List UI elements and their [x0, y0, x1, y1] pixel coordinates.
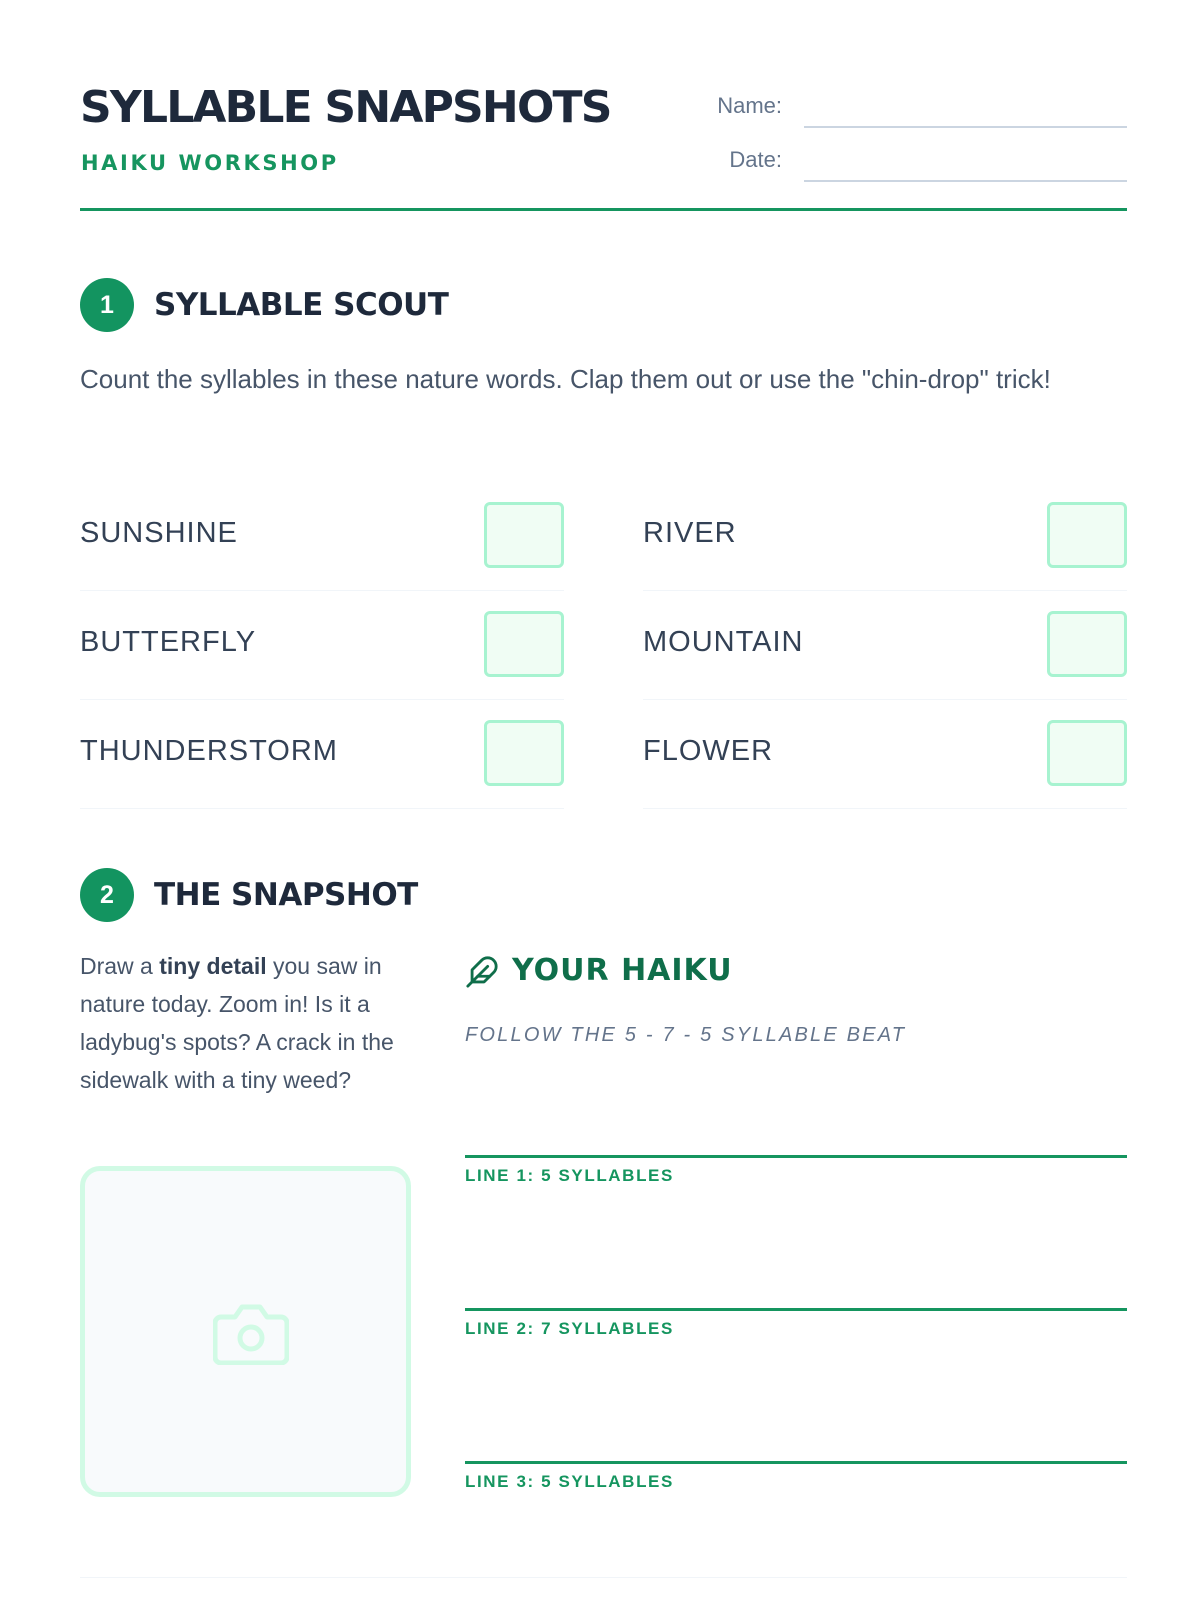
camera-icon — [213, 1299, 289, 1365]
snapshot-desc-prefix: Draw a — [80, 953, 160, 979]
word-label: BUTTERFLY — [80, 626, 257, 658]
haiku-instructions: FOLLOW THE 5 - 7 - 5 SYLLABLE BEAT — [465, 1024, 907, 1046]
word-row — [80, 700, 564, 809]
feather-icon — [465, 955, 499, 989]
snapshot-desc-suffix: you saw in nature today. Zoom in! Is it a ladybug's spots? A crack in the sidewalk with a tiny weed? — [80, 953, 394, 1093]
haiku-line-1-input[interactable] — [465, 1155, 1127, 1158]
word-label: MOUNTAIN — [643, 626, 804, 658]
syllable-count-box[interactable] — [484, 720, 564, 786]
name-label: Name: — [717, 93, 782, 118]
haiku-line-2-label: LINE 2: 7 SYLLABLES — [465, 1319, 674, 1338]
word-row — [643, 482, 1127, 591]
header-divider — [80, 208, 1127, 211]
drawing-area[interactable] — [80, 1166, 411, 1497]
word-row — [80, 482, 564, 591]
syllable-count-box[interactable] — [1047, 720, 1127, 786]
section-2-title: THE SNAPSHOT — [154, 877, 418, 913]
syllable-count-box[interactable] — [1047, 611, 1127, 677]
word-label: RIVER — [643, 517, 737, 549]
section-1-instructions: Count the syllables in these nature words. Clap them out or use the "chin-drop" trick! — [80, 364, 1051, 394]
date-field[interactable] — [804, 180, 1127, 182]
syllable-count-box[interactable] — [484, 502, 564, 568]
word-row — [643, 700, 1127, 809]
haiku-line-1-label: LINE 1: 5 SYLLABLES — [465, 1166, 674, 1185]
word-label: THUNDERSTORM — [80, 735, 338, 767]
name-field[interactable] — [804, 126, 1127, 128]
section-1-title: SYLLABLE SCOUT — [154, 287, 449, 323]
haiku-title: YOUR HAIKU — [512, 953, 733, 988]
word-row — [643, 591, 1127, 700]
haiku-line-2-input[interactable] — [465, 1308, 1127, 1311]
footer-divider — [80, 1577, 1127, 1578]
page-subtitle: HAIKU WORKSHOP — [81, 151, 339, 175]
syllable-count-box[interactable] — [484, 611, 564, 677]
section-2-badge: 2 — [80, 868, 134, 922]
haiku-line-3-label: LINE 3: 5 SYLLABLES — [465, 1472, 674, 1491]
section-1-badge: 1 — [80, 278, 134, 332]
word-label: FLOWER — [643, 735, 774, 767]
word-row — [80, 591, 564, 700]
snapshot-desc-emphasis: tiny detail — [159, 953, 267, 979]
word-label: SUNSHINE — [80, 517, 238, 549]
page-title: SYLLABLE SNAPSHOTS — [80, 82, 611, 133]
date-label: Date: — [729, 147, 782, 172]
haiku-line-3-input[interactable] — [465, 1461, 1127, 1464]
syllable-count-box[interactable] — [1047, 502, 1127, 568]
snapshot-description — [80, 947, 420, 1099]
